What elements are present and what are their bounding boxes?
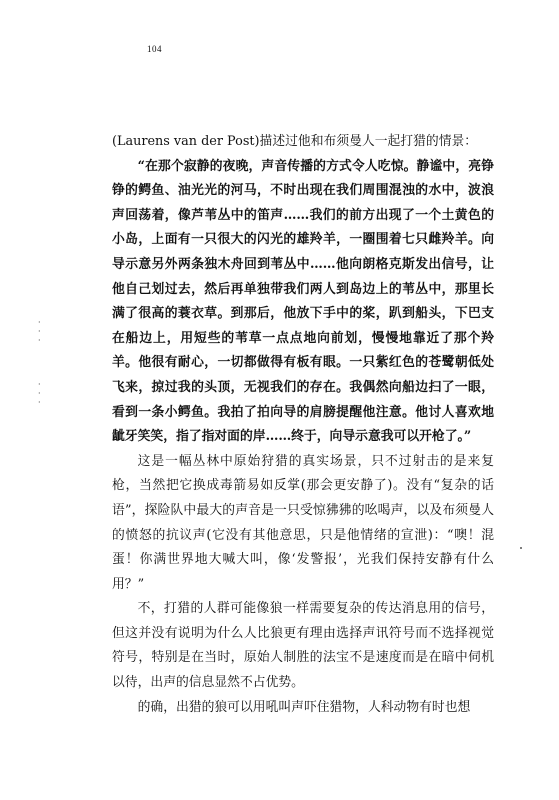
body-text bbox=[112, 130, 494, 720]
paragraph: 不，打猎的人群可能像狼一样需要复杂的传达消息用的信号，但这并没有说明为什么人比狼更有理由选择声讯符号而不选择视觉符号，特别是在当时，原始人制胜的法宝不是速度而是在暗中伺机以待，出声的信息显然不占优势。 bbox=[112, 601, 494, 691]
paragraph: (Laurens van der Post)描述过他和布须曼人一起打猎的情景： bbox=[112, 134, 478, 149]
margin-mark: · · · bbox=[38, 318, 41, 345]
page-number: 104 bbox=[147, 44, 162, 54]
quoted-paragraph: “在那个寂静的夜晚，声音传播的方式令人吃惊。静谧中，亮铮铮的鳄鱼、油光光的河马，不时出现在我们周围混浊的水中，波浪声回荡着，像芦苇丛中的笛声……我们的前方出现了一个土黄色的小岛，上面有一只很大的闪光的雄羚羊，一圈围着七只雌羚羊。向导示意另外两条独木舟回到苇丛中……他向朗格克斯发出信号，让他自己划过去，然后再单独带我们两人到岛边上的苇丛中，那里长满了很高的蓑衣草。到那后，他放下手中的桨，趴到船头，下巴支在船边上，用短些的苇草一点点地向前划，慢慢地靠近了那个羚羊。他很有耐心，一切都做得有板有眼。一只紫红色的苍鹭朝低处飞来，掠过我的头顶，无视我们的存在。我偶然向船边扫了一眼，看到一条小鳄鱼。我拍了拍向导的肩膀提醒他注意。他讨人喜欢地龇牙笑笑，指了指对面的岸……终于，向导示意我可以开枪了。” bbox=[112, 158, 494, 445]
paragraph: 这是一幅丛林中原始狩猎的真实场景，只不过射击的是来复枪，当然把它换成毒箭易如反掌(那会更安静了)。没有“复杂的话语”，探险队中最大的声音是一只受惊狒狒的吆喝声，以及布须曼人的愤怒的抗议声(它没有其他意思，只是他情绪的宣泄)：“噢！混蛋！你满世界地大喊大叫，像‘发警报’，光我们保持安静有什么用？” bbox=[112, 453, 494, 592]
margin-mark: · · · bbox=[38, 380, 41, 407]
margin-dot bbox=[520, 547, 522, 549]
paragraph: 的确，出猎的狼可以用吼叫声吓住猎物，人科动物有时也想 bbox=[137, 699, 471, 715]
